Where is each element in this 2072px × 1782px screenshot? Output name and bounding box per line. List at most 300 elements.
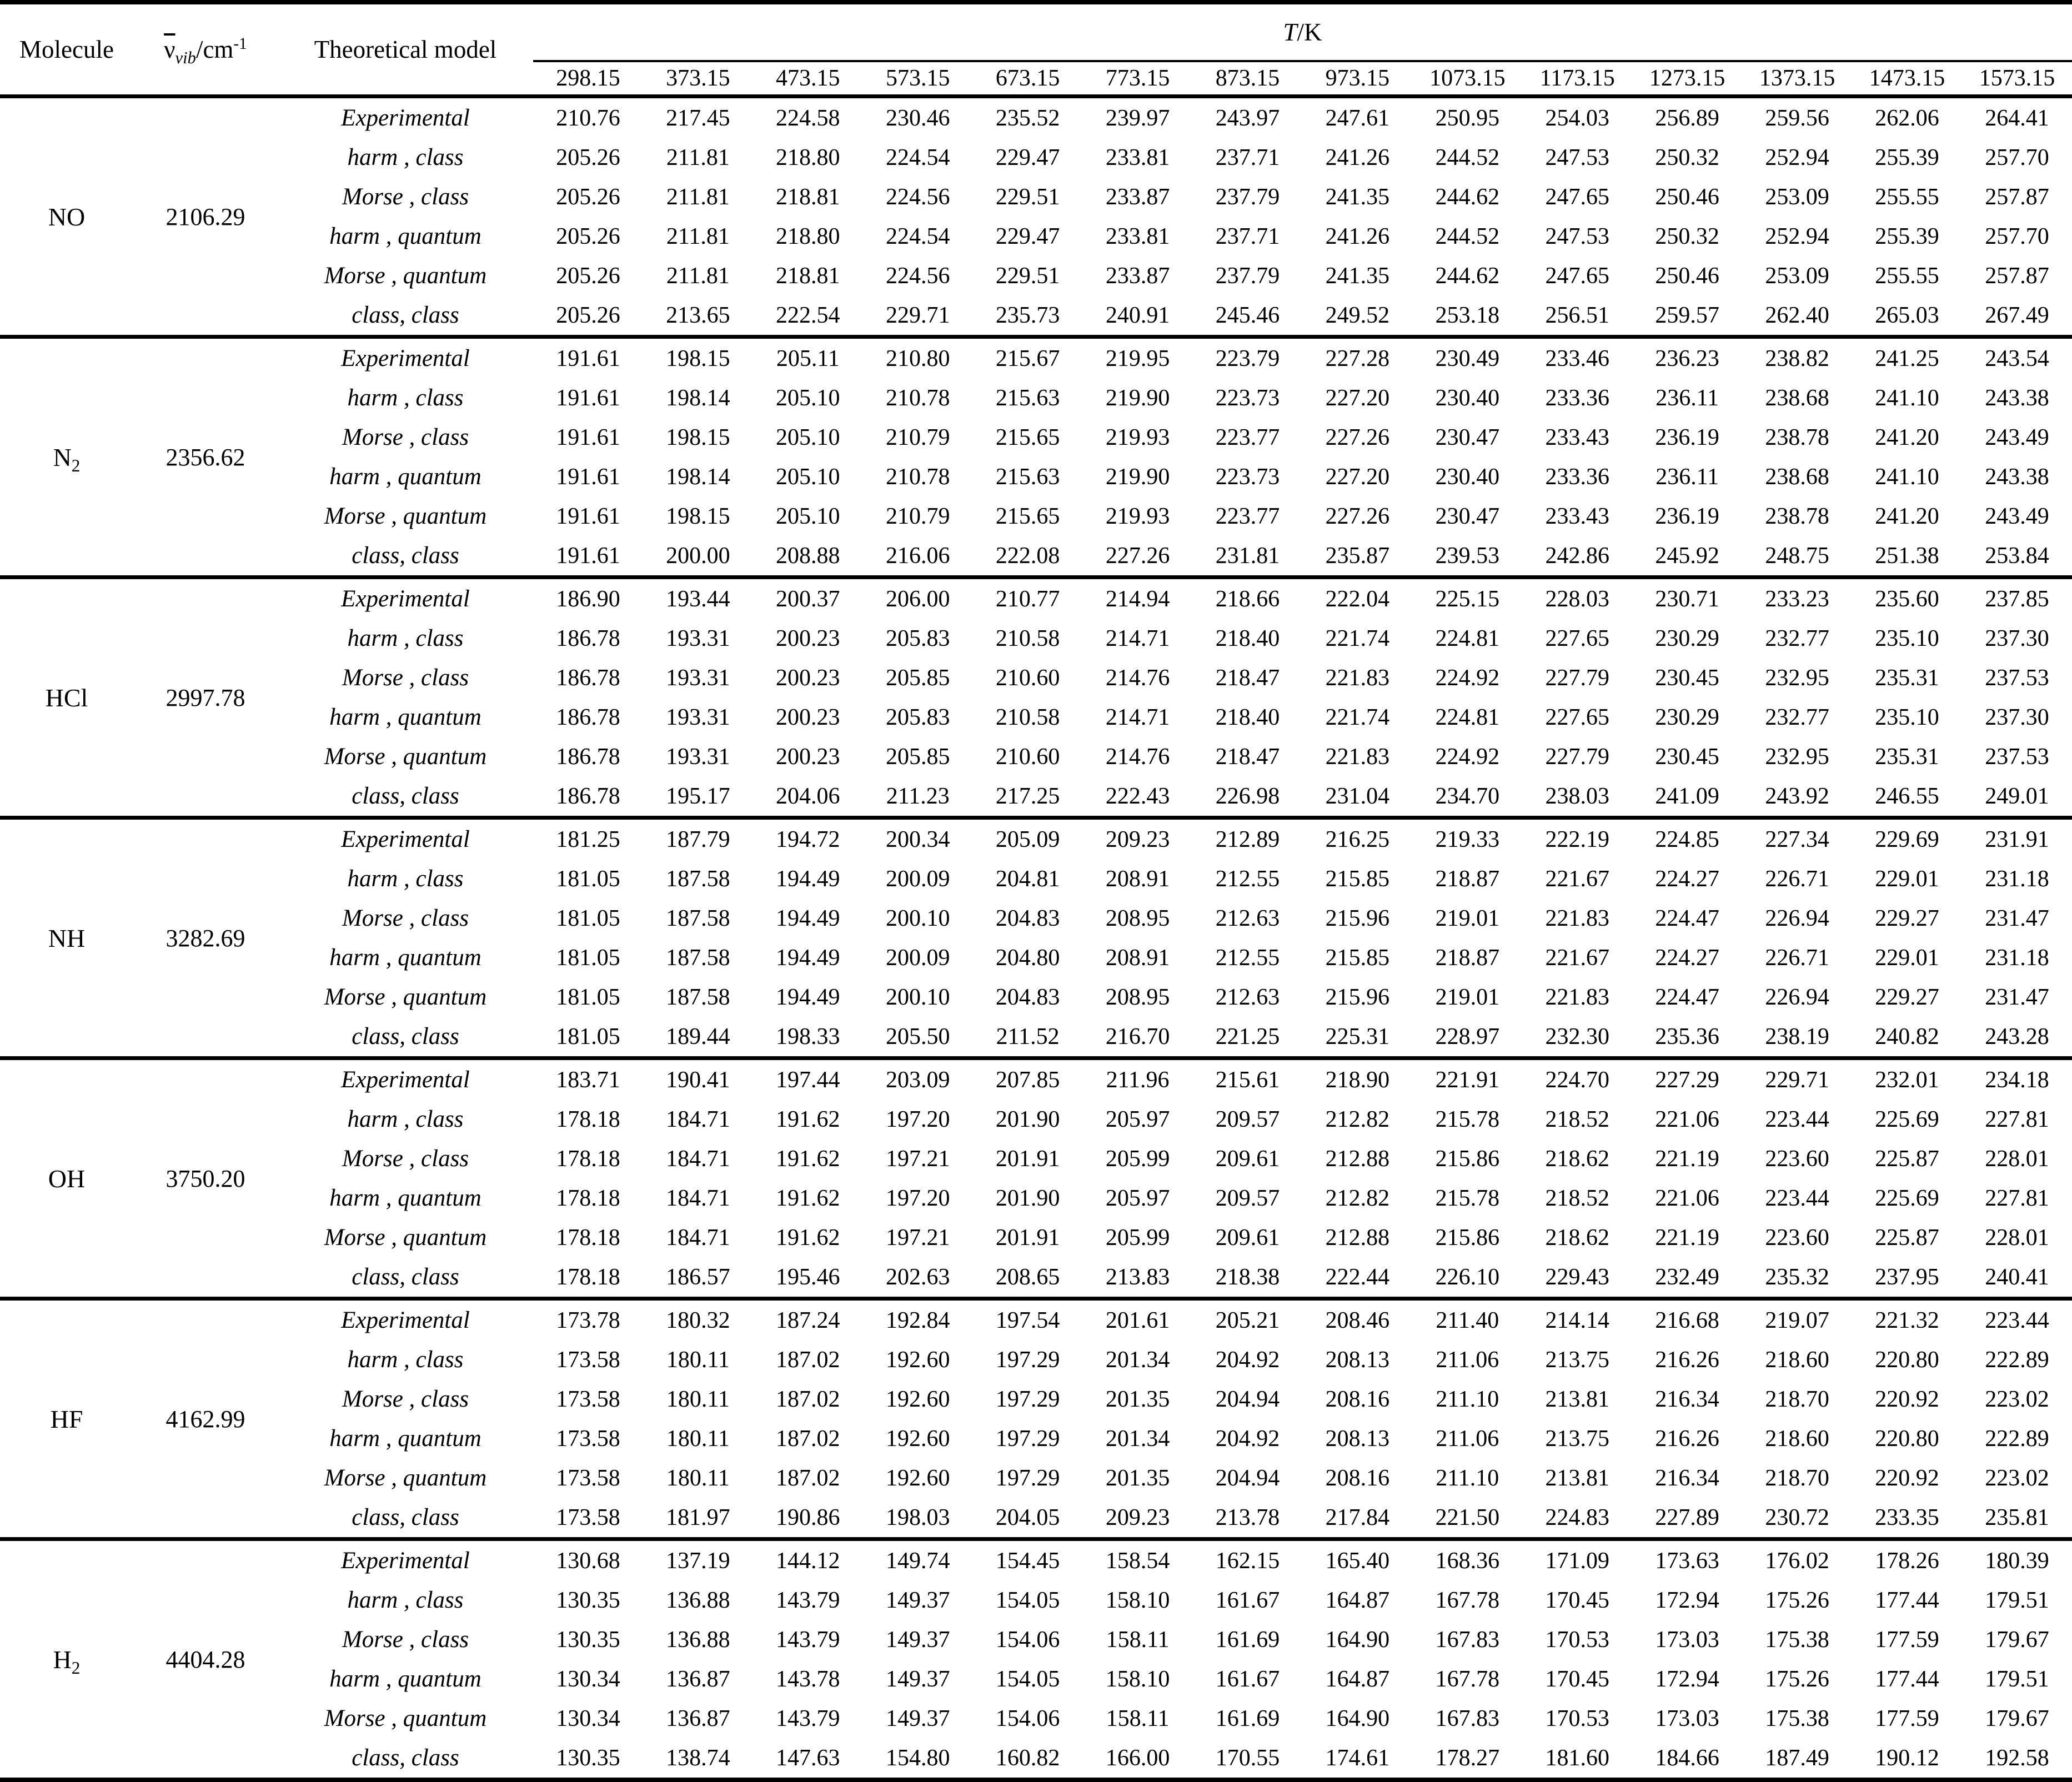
entropy-value-cell: 218.90 (1302, 1058, 1412, 1100)
entropy-value-cell: 215.86 (1435, 1146, 1500, 1172)
entropy-value-cell: 191.61 (533, 337, 643, 379)
entropy-value-cell: 211.23 (886, 783, 950, 809)
entropy-value-cell: 184.71 (666, 1224, 730, 1251)
entropy-value-cell: 248.75 (1765, 543, 1829, 569)
entropy-value-cell: 234.18 (1962, 1058, 2072, 1100)
entropy-value-cell: 211.81 (666, 223, 730, 249)
vibrational-wavenumber-value: 4404.28 (133, 1539, 278, 1780)
entropy-value-cell: 235.32 (1765, 1264, 1829, 1290)
entropy-value-cell: 197.29 (995, 1347, 1060, 1373)
entropy-value-cell: 244.62 (1435, 184, 1500, 210)
entropy-value-cell: 205.10 (776, 464, 840, 490)
entropy-value-cell: 221.83 (1325, 665, 1390, 691)
table-row (0, 1539, 2072, 1581)
entropy-value-cell: 244.52 (1435, 223, 1500, 249)
entropy-value-cell: 239.97 (1083, 97, 1193, 138)
table-row (0, 1738, 2072, 1780)
entropy-value-cell: 192.60 (885, 1386, 950, 1412)
entropy-value-cell: 218.81 (776, 184, 840, 210)
entropy-value-cell: 231.47 (1985, 984, 2049, 1010)
entropy-value-cell: 219.93 (1105, 503, 1170, 529)
entropy-value-cell: 205.85 (885, 665, 950, 691)
entropy-value-cell: 225.87 (1875, 1224, 1939, 1251)
vibrational-wavenumber-value: 2106.29 (133, 97, 278, 337)
entropy-value-cell: 228.01 (1985, 1146, 2049, 1172)
theoretical-model-label: Experimental (278, 578, 533, 619)
entropy-value-cell: 237.30 (1985, 704, 2049, 730)
entropy-value-cell: 228.97 (1435, 1023, 1500, 1050)
entropy-value-cell: 204.94 (1215, 1386, 1280, 1412)
entropy-value-cell: 233.43 (1545, 424, 1609, 450)
table-row (0, 1178, 2072, 1218)
entropy-value-cell: 208.91 (1105, 866, 1170, 892)
entropy-value-cell: 215.61 (1193, 1058, 1303, 1100)
entropy-value-cell: 217.45 (643, 97, 753, 138)
theoretical-model-label: Morse , quantum (324, 1224, 487, 1251)
entropy-value-cell: 198.14 (666, 385, 730, 411)
entropy-value-cell: 173.58 (556, 1504, 620, 1530)
entropy-value-cell: 209.61 (1215, 1224, 1280, 1251)
entropy-value-cell: 224.92 (1435, 665, 1500, 691)
entropy-value-cell: 227.89 (1655, 1504, 1719, 1530)
entropy-value-cell: 212.63 (1215, 984, 1280, 1010)
vibrational-wavenumber-value: 2997.78 (133, 578, 278, 818)
molecule-name-subscript: 2 (71, 455, 81, 475)
theoretical-model-label: Morse , class (342, 1386, 469, 1412)
entropy-value-cell: 213.65 (666, 302, 730, 328)
entropy-value-cell: 252.94 (1765, 144, 1829, 170)
entropy-value-cell: 223.02 (1985, 1386, 2049, 1412)
entropy-value-cell: 247.53 (1545, 144, 1609, 170)
entropy-value-cell: 214.71 (1105, 625, 1170, 651)
entropy-value-cell: 170.53 (1545, 1705, 1609, 1731)
entropy-value-cell: 173.58 (556, 1465, 620, 1491)
entropy-value-cell: 210.78 (885, 385, 950, 411)
table-row (0, 1458, 2072, 1498)
entropy-value-cell: 237.30 (1985, 625, 2049, 651)
entropy-value-cell: 243.54 (1962, 337, 2072, 379)
entropy-value-cell: 216.06 (885, 543, 950, 569)
entropy-value-cell: 245.92 (1655, 543, 1719, 569)
entropy-value-cell: 179.67 (1985, 1627, 2049, 1653)
temperature-header-cell: 873.15 (1215, 66, 1280, 91)
table-row (0, 97, 2072, 138)
entropy-value-cell: 178.18 (556, 1224, 620, 1251)
entropy-value-cell: 192.60 (885, 1465, 950, 1491)
entropy-value-cell: 154.05 (995, 1587, 1060, 1613)
entropy-value-cell: 221.67 (1545, 866, 1609, 892)
entropy-value-cell: 235.31 (1875, 744, 1939, 770)
entropy-value-cell: 197.20 (885, 1106, 950, 1132)
entropy-value-cell: 246.55 (1875, 783, 1939, 809)
entropy-value-cell: 164.90 (1325, 1705, 1390, 1731)
entropy-value-cell: 238.82 (1742, 337, 1852, 379)
entropy-value-cell: 225.31 (1325, 1023, 1390, 1050)
entropy-value-cell: 221.06 (1655, 1106, 1719, 1132)
entropy-value-cell: 200.23 (776, 665, 840, 691)
entropy-value-cell: 205.83 (885, 625, 950, 651)
entropy-value-cell: 210.76 (533, 97, 643, 138)
entropy-value-cell: 227.79 (1545, 665, 1609, 691)
temperature-header-cell: 1573.15 (1979, 66, 2055, 91)
entropy-value-cell: 240.82 (1875, 1023, 1939, 1050)
theoretical-model-label: Morse , quantum (324, 984, 487, 1010)
theoretical-model-label: harm , class (347, 1106, 464, 1132)
entropy-value-cell: 237.85 (1962, 578, 2072, 619)
entropy-value-cell: 158.11 (1106, 1705, 1170, 1731)
entropy-value-cell: 233.87 (1105, 184, 1170, 210)
entropy-value-cell: 226.71 (1765, 945, 1829, 971)
entropy-value-cell: 241.10 (1875, 464, 1939, 490)
entropy-value-cell: 243.38 (1985, 464, 2049, 490)
entropy-value-cell: 200.09 (885, 945, 950, 971)
entropy-value-cell: 229.27 (1875, 984, 1939, 1010)
entropy-value-cell: 205.97 (1105, 1185, 1170, 1211)
entropy-value-cell: 230.46 (863, 97, 973, 138)
entropy-value-cell: 230.45 (1655, 744, 1719, 770)
entropy-value-cell: 238.78 (1765, 424, 1829, 450)
entropy-value-cell: 211.81 (666, 184, 730, 210)
entropy-value-cell: 227.26 (1105, 543, 1170, 569)
entropy-value-cell: 208.65 (995, 1264, 1060, 1290)
theoretical-model-label: Morse , quantum (324, 503, 487, 529)
entropy-value-cell: 187.58 (666, 984, 730, 1010)
entropy-value-cell: 230.47 (1435, 424, 1500, 450)
entropy-value-cell: 192.60 (885, 1425, 950, 1452)
entropy-value-cell: 235.73 (995, 302, 1060, 328)
entropy-value-cell: 229.51 (995, 184, 1060, 210)
entropy-value-cell: 225.69 (1875, 1185, 1939, 1211)
table-row (0, 776, 2072, 818)
temperature-header-cell: 1473.15 (1869, 66, 1945, 91)
entropy-value-cell: 210.58 (995, 625, 1060, 651)
entropy-value-cell: 205.99 (1105, 1224, 1170, 1251)
entropy-value-cell: 217.84 (1325, 1504, 1390, 1530)
entropy-value-cell: 234.70 (1435, 783, 1500, 809)
model-column-header: Theoretical model (314, 36, 497, 63)
entropy-value-cell: 238.19 (1765, 1023, 1829, 1050)
entropy-value-cell: 218.87 (1435, 866, 1500, 892)
entropy-value-cell: 235.52 (973, 97, 1083, 138)
table-row (0, 977, 2072, 1017)
entropy-value-cell: 181.25 (533, 818, 643, 860)
entropy-value-cell: 191.61 (556, 385, 620, 411)
entropy-value-cell: 220.80 (1875, 1347, 1939, 1373)
entropy-value-cell: 222.04 (1302, 578, 1412, 619)
entropy-value-cell: 209.23 (1083, 818, 1193, 860)
entropy-value-cell: 224.56 (885, 263, 950, 289)
entropy-value-cell: 236.19 (1655, 424, 1719, 450)
entropy-value-cell: 130.35 (556, 1745, 620, 1771)
entropy-value-cell: 213.75 (1545, 1347, 1609, 1373)
entropy-value-cell: 233.36 (1545, 385, 1609, 411)
entropy-value-cell: 178.27 (1435, 1745, 1500, 1771)
entropy-value-cell: 215.67 (973, 337, 1083, 379)
entropy-value-cell: 242.86 (1545, 543, 1609, 569)
entropy-value-cell: 154.05 (995, 1666, 1060, 1692)
entropy-value-cell: 212.55 (1215, 866, 1280, 892)
entropy-value-cell: 173.58 (556, 1425, 620, 1452)
entropy-value-cell: 192.60 (885, 1347, 950, 1373)
entropy-value-cell: 218.80 (776, 223, 840, 249)
entropy-value-cell: 241.35 (1325, 184, 1390, 210)
entropy-value-cell: 195.46 (776, 1264, 840, 1290)
entropy-value-cell: 206.00 (863, 578, 973, 619)
entropy-value-cell: 149.37 (885, 1627, 950, 1653)
entropy-value-cell: 237.71 (1215, 144, 1280, 170)
entropy-value-cell: 222.19 (1522, 818, 1632, 860)
entropy-value-cell: 224.54 (885, 223, 950, 249)
entropy-value-cell: 240.91 (1105, 302, 1170, 328)
entropy-value-cell: 214.76 (1105, 744, 1170, 770)
entropy-value-cell: 247.53 (1545, 223, 1609, 249)
entropy-value-cell: 143.79 (776, 1627, 840, 1653)
entropy-value-cell: 215.96 (1325, 905, 1390, 931)
table-row (0, 1620, 2072, 1659)
entropy-value-cell: 177.44 (1875, 1666, 1939, 1692)
entropy-value-cell: 224.92 (1435, 744, 1500, 770)
theoretical-model-label: Morse , class (342, 1627, 469, 1653)
entropy-value-cell: 197.21 (885, 1146, 950, 1172)
entropy-value-cell: 250.46 (1655, 184, 1719, 210)
entropy-value-cell: 191.61 (556, 424, 620, 450)
entropy-value-cell: 229.69 (1852, 818, 1962, 860)
entropy-value-cell: 187.58 (666, 945, 730, 971)
entropy-value-cell: 213.81 (1545, 1386, 1609, 1412)
entropy-value-cell: 230.45 (1655, 665, 1719, 691)
entropy-value-cell: 204.81 (995, 866, 1060, 892)
entropy-value-cell: 259.57 (1655, 302, 1719, 328)
temperature-group-header (533, 2, 2072, 61)
table-row (0, 418, 2072, 457)
entropy-value-cell: 230.40 (1435, 385, 1500, 411)
entropy-value-cell: 186.78 (556, 783, 620, 809)
entropy-value-cell: 189.44 (666, 1023, 730, 1050)
entropy-value-cell: 221.32 (1852, 1299, 1962, 1341)
entropy-value-cell: 178.18 (556, 1146, 620, 1172)
entropy-value-cell: 181.05 (556, 984, 620, 1010)
entropy-value-cell: 181.05 (556, 945, 620, 971)
entropy-value-cell: 201.90 (995, 1106, 1060, 1132)
entropy-value-cell: 187.02 (776, 1347, 840, 1373)
entropy-value-cell: 227.20 (1325, 464, 1390, 490)
entropy-value-cell: 229.43 (1545, 1264, 1609, 1290)
entropy-value-cell: 250.32 (1655, 223, 1719, 249)
theoretical-model-label: Morse , class (342, 905, 469, 931)
entropy-value-cell: 190.12 (1875, 1745, 1939, 1771)
entropy-value-cell: 259.56 (1742, 97, 1852, 138)
entropy-value-cell: 201.90 (995, 1185, 1060, 1211)
entropy-value-cell: 197.54 (973, 1299, 1083, 1341)
entropy-value-cell: 216.26 (1655, 1425, 1719, 1452)
theoretical-model-label: Experimental (278, 337, 533, 379)
entropy-value-cell: 200.23 (776, 704, 840, 730)
entropy-value-cell: 227.29 (1632, 1058, 1742, 1100)
entropy-value-cell: 193.31 (666, 704, 730, 730)
entropy-value-cell: 194.49 (776, 905, 840, 931)
entropy-value-cell: 215.96 (1325, 984, 1390, 1010)
table-row (0, 578, 2072, 619)
entropy-value-cell: 209.61 (1215, 1146, 1280, 1172)
entropy-value-cell: 221.74 (1325, 625, 1390, 651)
entropy-value-cell: 187.58 (666, 866, 730, 892)
entropy-value-cell: 229.71 (1742, 1058, 1852, 1100)
entropy-value-cell: 230.72 (1765, 1504, 1829, 1530)
table-row (0, 256, 2072, 295)
entropy-value-cell: 221.50 (1435, 1504, 1500, 1530)
entropy-value-cell: 222.08 (995, 543, 1060, 569)
entropy-value-cell: 218.52 (1545, 1185, 1609, 1211)
entropy-value-cell: 191.61 (556, 543, 620, 569)
entropy-value-cell: 262.06 (1852, 97, 1962, 138)
entropy-value-cell: 230.29 (1655, 625, 1719, 651)
entropy-value-cell: 222.89 (1985, 1425, 2049, 1452)
entropy-value-cell: 232.77 (1765, 704, 1829, 730)
entropy-value-cell: 227.81 (1985, 1106, 2049, 1132)
entropy-value-cell: 227.34 (1742, 818, 1852, 860)
entropy-value-cell: 250.95 (1412, 97, 1522, 138)
entropy-value-cell: 175.38 (1765, 1627, 1829, 1653)
entropy-value-cell: 233.43 (1545, 503, 1609, 529)
entropy-value-cell: 204.92 (1215, 1347, 1280, 1373)
temperature-header-cell: 1073.15 (1429, 66, 1506, 91)
entropy-value-cell: 226.94 (1765, 905, 1829, 931)
entropy-value-cell: 194.49 (776, 945, 840, 971)
entropy-value-cell: 218.81 (776, 263, 840, 289)
theoretical-model-label: class, class (352, 1264, 459, 1290)
entropy-value-cell: 229.47 (995, 223, 1060, 249)
entropy-value-cell: 204.06 (776, 783, 840, 809)
table-row (0, 1017, 2072, 1058)
wavenumber-column-header (133, 2, 278, 97)
entropy-value-cell: 221.19 (1655, 1224, 1719, 1251)
entropy-value-cell: 232.01 (1852, 1058, 1962, 1100)
entropy-value-cell: 193.31 (666, 665, 730, 691)
entropy-value-cell: 208.13 (1325, 1425, 1390, 1452)
theoretical-model-label: class, class (352, 1745, 459, 1771)
entropy-value-cell: 219.90 (1105, 464, 1170, 490)
table-header (0, 2, 2072, 97)
entropy-value-cell: 161.67 (1215, 1587, 1280, 1613)
entropy-value-cell: 236.11 (1655, 464, 1719, 490)
entropy-value-cell: 172.94 (1655, 1587, 1719, 1613)
molecule-block (0, 1539, 2072, 1780)
molecule-name: $N_2$ (0, 337, 133, 578)
entropy-value-cell: 210.79 (885, 503, 950, 529)
temperature-header-cell: 373.15 (666, 66, 730, 91)
theoretical-model-label: harm , quantum (329, 1425, 481, 1452)
entropy-value-cell: 222.43 (1105, 783, 1170, 809)
entropy-value-cell: 265.03 (1875, 302, 1939, 328)
entropy-value-cell: 224.81 (1435, 625, 1500, 651)
entropy-value-cell: 256.51 (1545, 302, 1609, 328)
entropy-value-cell: 253.09 (1765, 263, 1829, 289)
entropy-value-cell: 204.05 (995, 1504, 1060, 1530)
entropy-value-cell: 219.07 (1742, 1299, 1852, 1341)
entropy-value-cell: 208.16 (1325, 1465, 1390, 1491)
entropy-value-cell: 211.06 (1436, 1347, 1499, 1373)
entropy-value-cell: 168.36 (1412, 1539, 1522, 1581)
entropy-value-cell: 224.27 (1655, 866, 1719, 892)
entropy-value-cell: 208.16 (1325, 1386, 1390, 1412)
molecule-name: HCl (0, 578, 133, 818)
theoretical-model-label: Experimental (278, 1058, 533, 1100)
entropy-value-cell: 230.49 (1412, 337, 1522, 379)
entropy-value-cell: 187.24 (753, 1299, 863, 1341)
entropy-value-cell: 211.06 (1436, 1425, 1499, 1452)
entropy-value-cell: 227.79 (1545, 744, 1609, 770)
entropy-value-cell: 243.49 (1985, 424, 2049, 450)
entropy-value-cell: 186.78 (556, 625, 620, 651)
entropy-value-cell: 223.60 (1765, 1224, 1829, 1251)
entropy-value-cell: 228.01 (1985, 1224, 2049, 1251)
entropy-value-cell: 267.49 (1985, 302, 2049, 328)
entropy-value-cell: 225.69 (1875, 1106, 1939, 1132)
entropy-value-cell: 221.83 (1325, 744, 1390, 770)
theoretical-model-label: Experimental (278, 1539, 533, 1581)
entropy-value-cell: 197.29 (995, 1465, 1060, 1491)
entropy-value-cell: 212.63 (1215, 905, 1280, 931)
table-row (0, 1699, 2072, 1738)
molecule-block (0, 1058, 2072, 1299)
entropy-value-cell: 197.29 (995, 1386, 1060, 1412)
entropy-value-cell: 154.06 (995, 1705, 1060, 1731)
entropy-value-cell: 161.69 (1215, 1627, 1280, 1653)
entropy-value-cell: 227.81 (1985, 1185, 2049, 1211)
entropy-value-cell: 250.46 (1655, 263, 1719, 289)
entropy-value-cell: 221.19 (1655, 1146, 1719, 1172)
entropy-value-cell: 205.50 (885, 1023, 950, 1050)
entropy-value-cell: 218.40 (1215, 704, 1280, 730)
entropy-value-cell: 243.38 (1985, 385, 2049, 411)
molecule-name: HF (0, 1299, 133, 1539)
entropy-value-cell: 179.51 (1985, 1587, 2049, 1613)
theoretical-model-label: harm , class (347, 1347, 464, 1373)
entropy-value-cell: 210.78 (885, 464, 950, 490)
entropy-value-cell: 178.26 (1852, 1539, 1962, 1581)
entropy-value-cell: 201.91 (995, 1224, 1060, 1251)
entropy-value-cell: 231.81 (1215, 543, 1280, 569)
entropy-value-cell: 230.40 (1435, 464, 1500, 490)
entropy-value-cell: 215.65 (995, 424, 1060, 450)
theoretical-model-label: harm , quantum (329, 1185, 481, 1211)
entropy-value-cell: 224.47 (1655, 905, 1719, 931)
entropy-value-cell: 216.70 (1105, 1023, 1170, 1050)
entropy-value-cell: 227.65 (1545, 625, 1609, 651)
molecule-block (0, 1299, 2072, 1539)
theoretical-model-label: harm , quantum (329, 945, 481, 971)
theoretical-model-label: class, class (352, 302, 459, 328)
entropy-value-cell: 247.61 (1302, 97, 1412, 138)
entropy-value-cell: 235.36 (1655, 1023, 1719, 1050)
entropy-value-cell: 237.53 (1985, 665, 2049, 691)
table-row (0, 496, 2072, 536)
entropy-value-cell: 220.80 (1875, 1425, 1939, 1452)
entropy-value-cell: 180.39 (1962, 1539, 2072, 1581)
entropy-value-cell: 213.81 (1545, 1465, 1609, 1491)
entropy-value-cell: 228.03 (1522, 578, 1632, 619)
temperature-header-cell: 773.15 (1105, 66, 1170, 91)
temperature-header-cell: 473.15 (776, 66, 840, 91)
entropy-value-cell: 229.51 (995, 263, 1060, 289)
temperature-header-cell: 673.15 (995, 66, 1060, 91)
entropy-value-cell: 231.18 (1985, 866, 2049, 892)
entropy-value-cell: 184.71 (666, 1146, 730, 1172)
entropy-value-cell: 161.67 (1215, 1666, 1280, 1692)
molecule-block (0, 818, 2072, 1058)
entropy-value-cell: 238.78 (1765, 503, 1829, 529)
entropy-value-cell: 237.53 (1985, 744, 2049, 770)
